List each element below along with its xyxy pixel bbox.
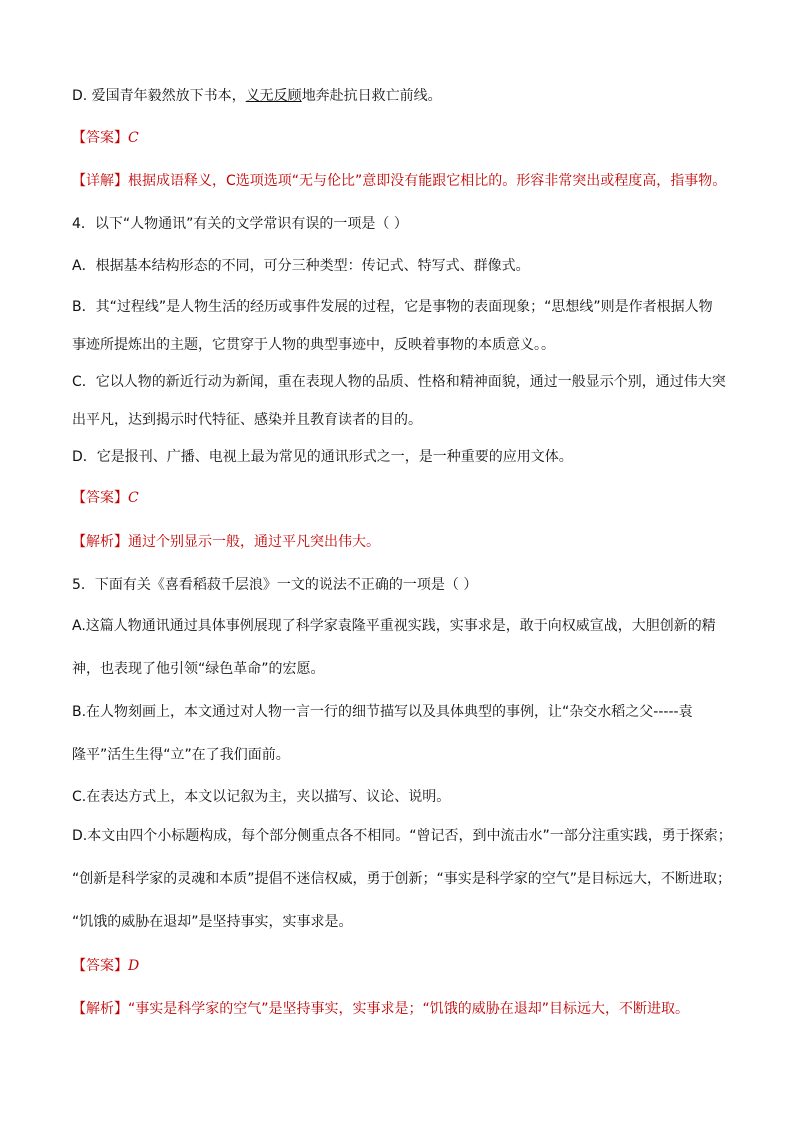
q5-answer-value: D: [128, 958, 140, 974]
q4-option-b-line1: B．其“过程线”是人物生活的经历或事件发展的过程，它是事物的表面现象；“思想线”则是作者根据人物: [72, 299, 713, 315]
q3-option-d: [72, 86, 442, 106]
q4-answer: [72, 488, 139, 508]
q5-option-a-line1: A.这篇人物通讯通过具体事例展现了科学家袁隆平重视实践，实事求是，敢于向权威宣战，大胆创新的精: [72, 618, 716, 634]
q4-option-c-line1: C．它以人物的新近行动为新闻，重在表现人物的品质、性格和精神面貌，通过一般显示个别，通过伟大突: [72, 374, 726, 390]
q5-analysis: [72, 999, 689, 1019]
q4-analysis: [72, 532, 380, 552]
q5-analysis-text: “事实是科学家的空气”是坚持事实，实事求是；“饥饿的威胁在退却”目标远大，不断进取。: [128, 1001, 690, 1017]
q5-answer-label: 【答案】: [72, 958, 128, 974]
q3-detail: [72, 171, 726, 191]
q3-detail-label: 【详解】: [72, 173, 128, 189]
q3-answer-value: C: [128, 130, 139, 146]
q5-option-a-line2: 神，也表现了他引领“绿色革命”的宏愿。: [72, 661, 325, 677]
q3-detail-text: 根据成语释义，C选项选项“无与伦比”意即没有能跟它相比的。形容非常突出或程度高，指事物。: [128, 173, 727, 189]
q5-option-b-line2: 隆平”活生生得“立”在了我们面前。: [72, 747, 290, 763]
q5-answer: [72, 956, 139, 976]
q4-answer-value: C: [128, 490, 139, 506]
q4-option-a: A．根据基本结构形态的不同，可分三种类型：传记式、特写式、群像式。: [72, 258, 530, 274]
q4-analysis-text: 通过个别显示一般，通过平凡突出伟大。: [128, 534, 380, 550]
q3-answer-label: 【答案】: [72, 130, 128, 146]
q4-option-d: D．它是报刊、广播、电视上最为常见的通讯形式之一，是一种重要的应用文体。: [72, 449, 573, 465]
q3-option-d-underlined: 义无反顾: [245, 88, 302, 104]
q5-option-d-line3: “饥饿的威胁在退却”是坚持事实，实事求是。: [72, 914, 353, 930]
q5-question: 5．下面有关《喜看稻菽千层浪》一文的说法不正确的一项是（ ）: [72, 577, 478, 593]
q3-option-d-after: 地奔赴抗日救亡前线。: [301, 88, 442, 104]
q5-option-c: C.在表达方式上，本文以记叙为主，夹以描写、议论、说明。: [72, 789, 451, 805]
q4-option-c-line2: 出平凡，达到揭示时代特征、感染并且教育读者的目的。: [72, 412, 422, 428]
q4-question: 4．以下“人物通讯”有关的文学常识有误的一项是（ ）: [72, 216, 408, 232]
q5-analysis-label: 【解析】: [72, 1001, 128, 1017]
q5-option-d-line2: “创新是科学家的灵魂和本质”提倡不迷信权威，勇于创新；“事实是科学家的空气”是目标远大，不断进取；: [72, 871, 732, 887]
q3-answer: [72, 128, 139, 148]
q4-analysis-label: 【解析】: [72, 534, 128, 550]
q5-option-d-line1: D.本文由四个小标题构成，每个部分侧重点各不相同。“曾记否，到中流击水”一部分注重实践，勇于探索；: [72, 828, 732, 844]
q4-answer-label: 【答案】: [72, 490, 128, 506]
q4-option-b-line2: 事迹所提炼出的主题，它贯穿于人物的典型事迹中，反映着事物的本质意义。。: [72, 337, 555, 353]
q3-option-d-before: D. 爱国青年毅然放下书本，: [72, 88, 246, 104]
q5-option-b-line1: B.在人物刻画上，本文通过对人物一言一行的细节描写以及具体典型的事例，让“杂交水稻之父-----袁: [72, 704, 693, 720]
